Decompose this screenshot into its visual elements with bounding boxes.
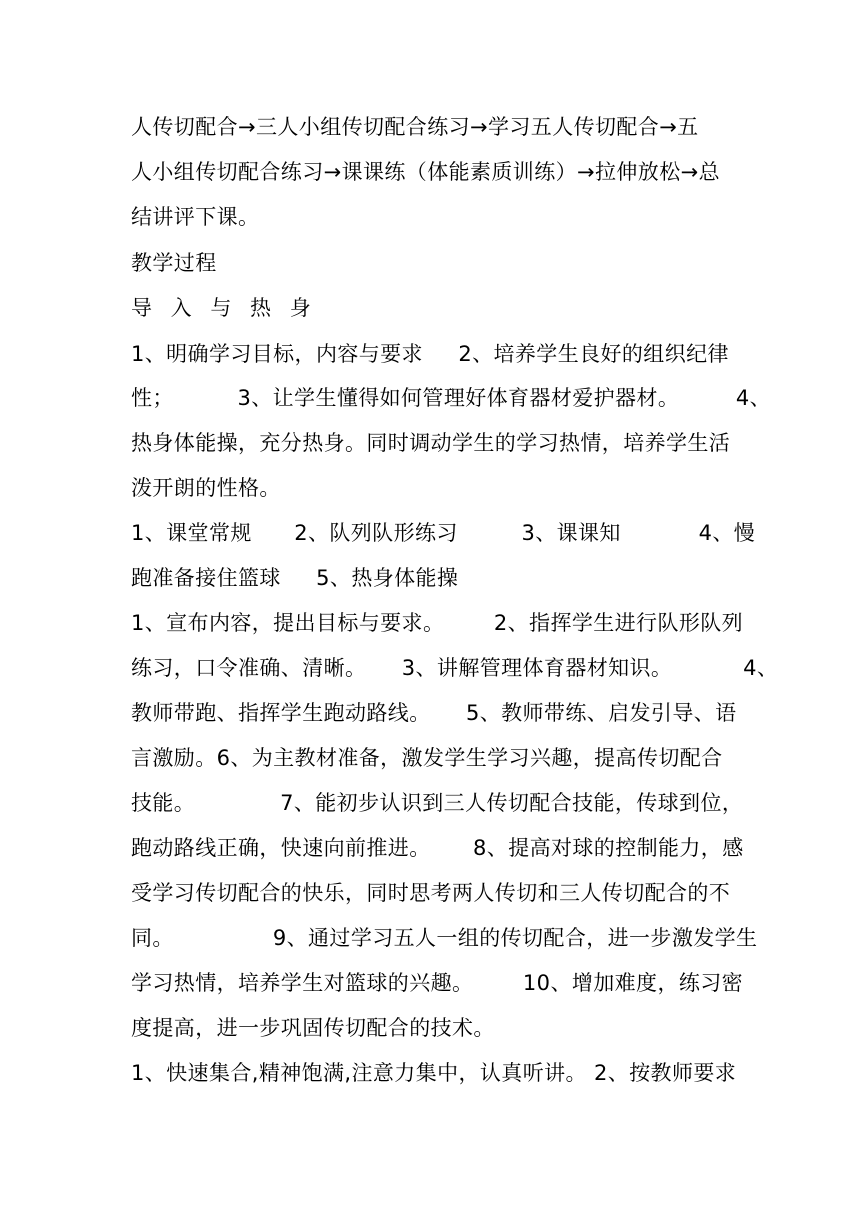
text-line-22: 1、快速集合,精神饱满,注意力集中，认真听讲。 2、按教师要求 <box>131 1061 737 1085</box>
text-line-20: 学习热情，培养学生对篮球的兴趣。 10、增加难度，练习密 <box>131 971 744 995</box>
text-line-19: 同。 9、通过学习五人一组的传切配合，进一步激发学生 <box>131 926 758 950</box>
text-line-16: 技能。 7、能初步认识到三人传切配合技能，传球到位， <box>131 791 744 815</box>
text-line-11: 跑准备接住篮球 5、热身体能操 <box>131 566 459 590</box>
section-heading-teaching-process: 教学过程 <box>131 251 217 275</box>
text-line-17: 跑动路线正确，快速向前推进。 8、提高对球的控制能力，感 <box>131 836 744 860</box>
text-line-6: 1、明确学习目标，内容与要求 2、培养学生良好的组织纪律 <box>131 342 729 366</box>
text-line-9: 泼开朗的性格。 <box>131 476 281 500</box>
text-line-13: 练习，口令准确、清晰。 3、讲解管理体育器材知识。 4、 <box>131 656 779 680</box>
text-line-8: 热身体能操，充分热身。同时调动学生的学习热情，培养学生活 <box>131 431 731 455</box>
text-line-14: 教师带跑、指挥学生跑动路线。 5、教师带练、启发引导、语 <box>131 701 737 725</box>
text-line-7: 性； 3、让学生懂得如何管理好体育器材爱护器材。 4、 <box>131 386 771 410</box>
text-line-15: 言激励。6、为主教材准备，激发学生学习兴趣，提高传切配合 <box>131 746 723 770</box>
text-line-21: 度提高，进一步巩固传切配合的技术。 <box>131 1016 495 1040</box>
text-line-1: 人传切配合→三人小组传切配合练习→学习五人传切配合→五 <box>131 115 699 139</box>
text-line-3: 结讲评下课。 <box>131 205 260 229</box>
text-line-18: 受学习传切配合的快乐，同时思考两人传切和三人传切配合的不 <box>131 881 731 905</box>
text-line-2: 人小组传切配合练习→课课练（体能素质训练）→拉伸放松→总 <box>131 160 720 184</box>
text-line-10: 1、课堂常规 2、队列队形练习 3、课课知 4、慢 <box>131 521 756 545</box>
text-line-12: 1、宣布内容，提出目标与要求。 2、指挥学生进行队形队列 <box>131 611 744 635</box>
section-heading-warmup: 导 入 与 热 身 <box>131 296 317 320</box>
